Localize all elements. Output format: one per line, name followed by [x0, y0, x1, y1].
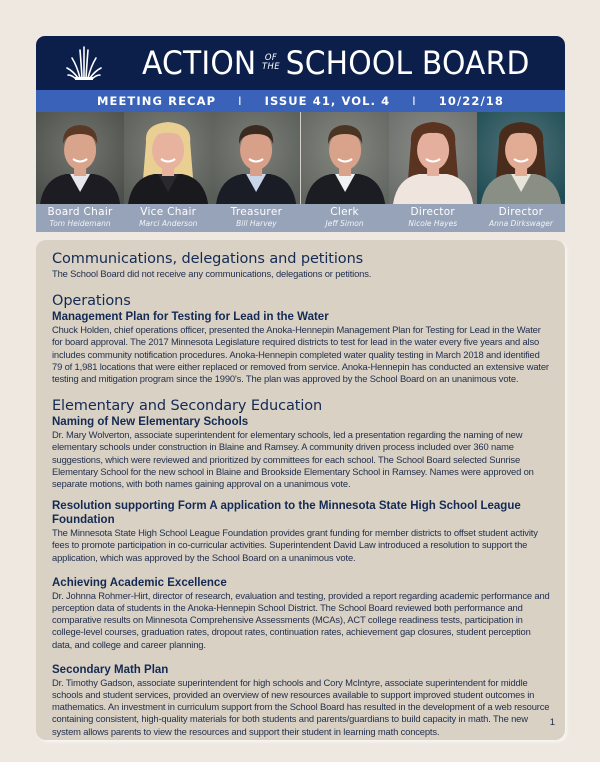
- board-member-card: [389, 112, 477, 232]
- member-photo: [124, 112, 212, 204]
- section-body: Chuck Holden, chief operations officer, presented the Anoka-Hennepin Management Plan for Testing for Lead in the Water for board approval. The 2017 Minnesota Legislature required districts to test for lead in the water every five years and also includes community notification procedures. Anoka-Hennepin completed water quality testing in March 2018 and identified 79 of 1,981 locations that were either replaced or removed from service. Anoka-Hennepin has conducted an extensive water testing and mitigation program since the 1990's. The plan was approved by the School Board on an unanimous vote.: [52, 324, 549, 385]
- banner-issue: ISSUE 41, VOL. 4: [264, 94, 391, 108]
- banner-date: 10/22/18: [438, 94, 505, 108]
- member-name: Nicole Hayes: [408, 219, 458, 228]
- member-name: Jeff Simon: [325, 219, 364, 228]
- section-heading-communications: Communications, delegations and petitions: [52, 251, 364, 267]
- member-photo: [212, 112, 300, 204]
- board-member-card: [477, 112, 565, 232]
- banner-separator: I: [412, 94, 417, 108]
- member-role: Vice Chair: [140, 206, 197, 218]
- member-name: Anna Dirkswager: [488, 219, 553, 228]
- member-role: Treasurer: [230, 206, 283, 218]
- grass-tuft-icon: [66, 44, 102, 82]
- member-photo: [301, 112, 389, 204]
- member-caption: [124, 204, 212, 232]
- board-member-card: [212, 112, 300, 232]
- banner-label: MEETING RECAP: [96, 94, 217, 108]
- member-role: Director: [410, 206, 456, 218]
- board-member-card: [36, 112, 124, 232]
- subheading: Achieving Academic Excellence: [52, 576, 227, 589]
- masthead: [36, 36, 565, 90]
- title-the: THE: [261, 62, 281, 72]
- title-of: OF: [264, 53, 278, 63]
- member-role: Board Chair: [47, 206, 113, 218]
- subheading: Resolution supporting Form A application to the Minnesota State High School League Foundation: [52, 500, 521, 527]
- section-body: The School Board did not receive any communications, delegations or petitions.: [52, 268, 372, 279]
- section-heading-operations: Operations: [52, 293, 131, 310]
- member-name: Marci Anderson: [139, 219, 198, 228]
- section-heading-education: Elementary and Secondary Education: [52, 398, 323, 415]
- section-body: Dr. Johnna Rohmer-Hirt, director of research, evaluation and testing, provided a report regarding academic performance and perception data of students in the Anoka-Hennepin School District. The School Board reviewed both performance and comparative results on Minnesota Comprehensive Assessments (MCAs), ACT college readiness tests, participation in college-level courses, graduation rates, dropout rates, continuation rates, achievement gap closures, student perception data, and college and career planning.: [52, 589, 550, 650]
- member-role: Director: [498, 206, 544, 218]
- title-of-the: [262, 54, 280, 72]
- member-caption: [301, 204, 389, 232]
- page-number: 1: [549, 717, 555, 728]
- subheading: Management Plan for Testing for Lead in the Water: [52, 311, 329, 324]
- newsletter-title: [142, 43, 530, 83]
- board-member-card: [301, 112, 389, 232]
- member-photo: [36, 112, 124, 204]
- banner-separator: I: [238, 94, 243, 108]
- content-panel: [36, 240, 565, 740]
- member-name: Bill Harvey: [236, 219, 277, 228]
- section-body: Dr. Mary Wolverton, associate superintendent for elementary schools, led a presentation regarding the naming of new elementary schools under construction in Blaine and Ramsey. A community driven process included over 360 name suggestions, which were reviewed and prioritized by committees for each school. The School Board selected Sunrise Elementary School for the new school in Blaine and Brookside Elementary School in Ramsey. Names were approved on separate motions, with both names gaining approval on a unanimous vote.: [52, 429, 534, 490]
- board-member-card: [124, 112, 212, 232]
- board-members: [36, 112, 565, 232]
- issue-banner: [36, 90, 565, 112]
- member-caption: [477, 204, 565, 232]
- title-school-board: SCHOOL BOARD: [285, 44, 530, 82]
- subheading: Naming of New Elementary Schools: [52, 416, 249, 429]
- member-name: Tom Heidemann: [49, 219, 111, 228]
- member-photo: [389, 112, 477, 204]
- member-role: Clerk: [330, 206, 359, 218]
- subheading: Secondary Math Plan: [52, 663, 169, 676]
- section-body: The Minnesota State High School League Foundation provides grant funding for member districts to offset student activity fees to promote participation in co-curricular activities. Superintendent David Law introduced a resolution to support the application, which was approved by the School Board on a unanimous vote.: [52, 527, 538, 563]
- section-body: Dr. Timothy Gadson, associate superintendent for high schools and Cory McIntyre, associate superintendent for middle schools and student services, provided an overview of new resources available to support improved student outcomes in mathematics. An investment in curriculum support from the School Board has resulted in the development of a web resource containing consistent, high-quality materials for both students and parents/guardians to build capacity in math. The new system allows parents to view the resources and support their student in learning math concepts.: [52, 676, 550, 737]
- member-photo: [477, 112, 565, 204]
- member-caption: [212, 204, 300, 232]
- member-caption: [389, 204, 477, 232]
- member-caption: [36, 204, 124, 232]
- title-action: ACTION: [142, 44, 257, 82]
